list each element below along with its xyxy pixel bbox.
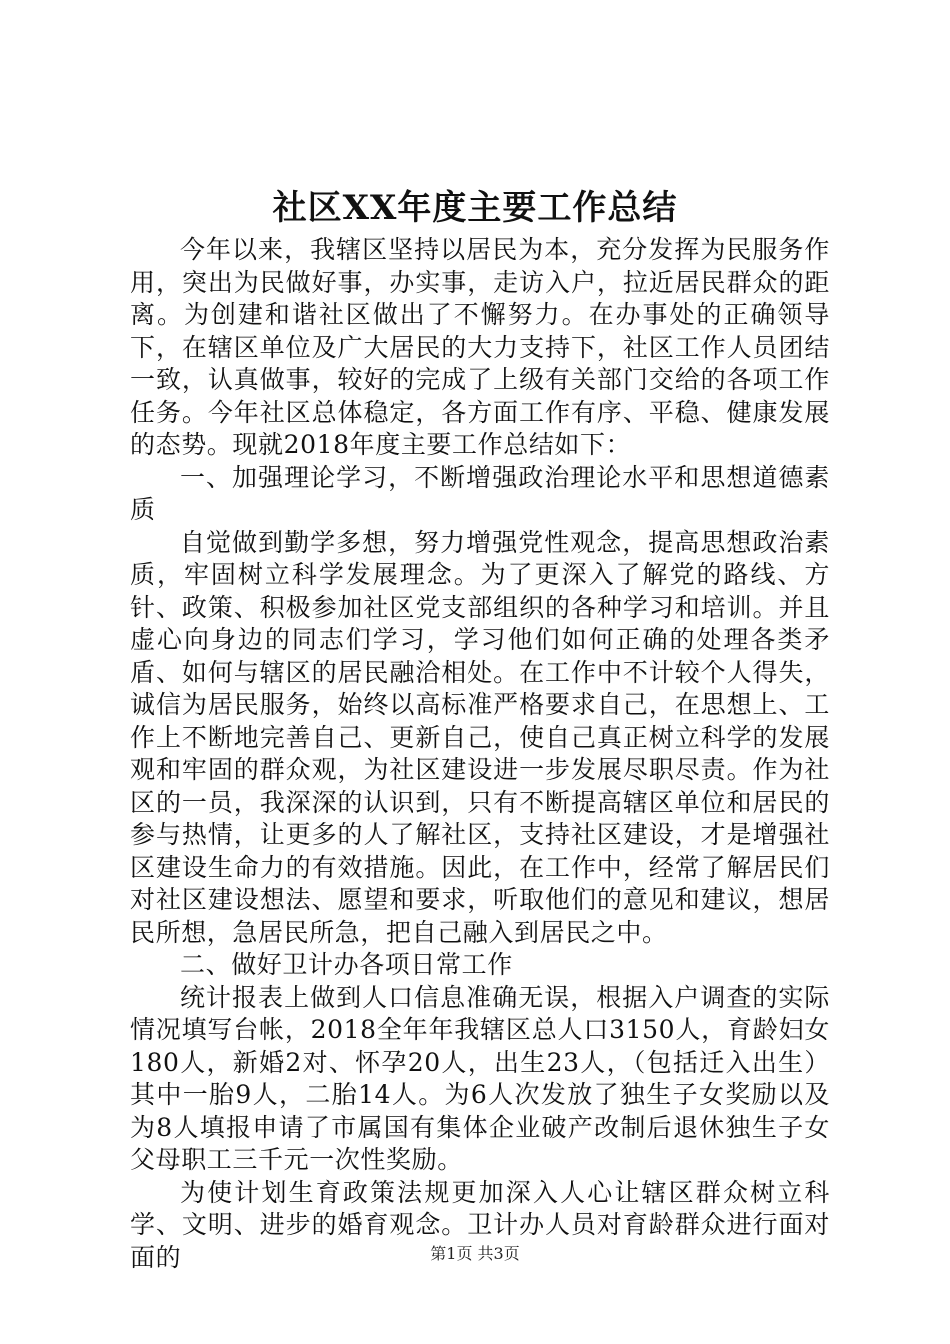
paragraph-intro: 今年以来，我辖区坚持以居民为本，充分发挥为民服务作用，突出为民做好事，办实事，走访入户，拉近居民群众的距离。为创建和谐社区做出了不懈努力。在办事处的正确领导下，在辖区单位及广大居民的大力支持下，社区工作人员团结一致，认真做事，较好的完成了上级有关部门交给的各项工作任务。今年社区总体稳定，各方面工作有序、平稳、健康发展的态势。现就2018年度主要工作总结如下： (130, 235, 830, 459)
paragraph-statistics: 统计报表上做到人口信息准确无误，根据入户调查的实际情况填写台帐，2018全年年我辖区总人口3150人，育龄妇女180人，新婚2对、怀孕20人，出生23人，（包括迁入出生）其中一胎9人，二胎14人。为6人次发放了独生子女奖励以及为8人填报申请了市属国有集体企业破产改制后退休独生子女父母职工三千元一次性奖励。 (130, 982, 830, 1174)
section-heading-theory-study: 一、加强理论学习，不断增强政治理论水平和思想道德素质 (130, 462, 830, 524)
page-number-footer: 第1页 共3页 (430, 1244, 520, 1263)
section-heading-daily-work: 二、做好卫计办各项日常工作 (180, 950, 513, 979)
paragraph-theory-study: 自觉做到勤学多想，努力增强党性观念，提高思想政治素质，牢固树立科学发展理念。为了更深入了解党的路线、方针、政策、积极参加社区党支部组织的各种学习和培训。并且虚心向身边的同志们学习，学习他们如何正确的处理各类矛盾、如何与辖区的居民融洽相处。在工作中不计较个人得失，诚信为居民服务，始终以高标准严格要求自己，在思想上、工作上不断地完善自己、更新自己，使自己真正树立科学的发展观和牢固的群众观，为社区建设进一步发展尽职尽责。作为社区的一员，我深深的认识到，只有不断提高辖区单位和居民的参与热情，让更多的人了解社区，支持社区建设，才是增强社区建设生命力的有效措施。因此，在工作中，经常了解居民们对社区建设想法、愿望和要求，听取他们的意见和建议，想居民所想，急居民所急，把自己融入到居民之中。 (130, 527, 830, 947)
paragraph-policy-promotion: 为使计划生育政策法规更加深入人心让辖区群众树立科学、文明、进步的婚育观念。卫计办人员对育龄群众进行面对面的 (130, 1177, 830, 1272)
document-title: 社区XX年度主要工作总结 (272, 188, 678, 228)
document-body (130, 234, 830, 1274)
